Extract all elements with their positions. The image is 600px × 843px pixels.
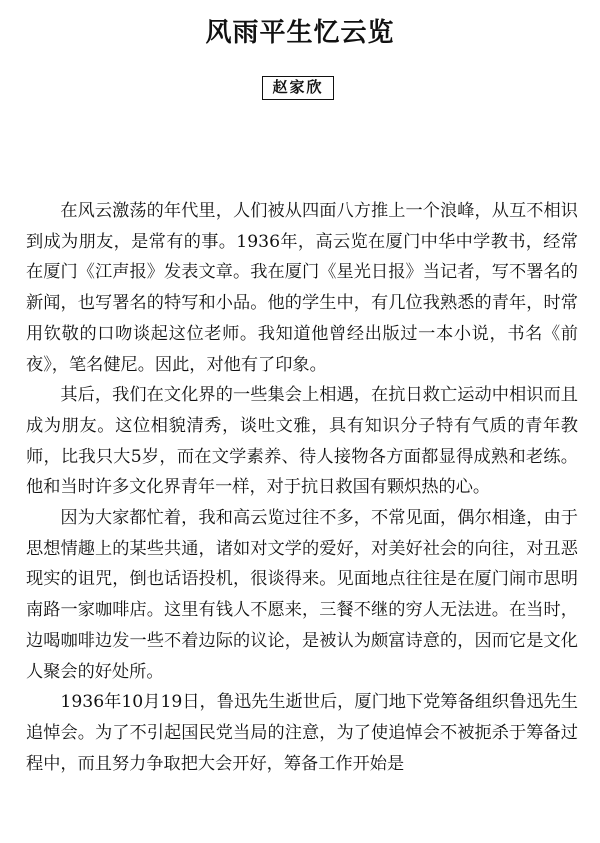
paragraph: 其后，我们在文化界的一些集会上相遇，在抗日救亡运动中相识而且成为朋友。这位相貌清秀，谈吐文雅，具有知识分子特有气质的青年教师，比我只大5岁，而在文学素养、待人接物各方面都显得成熟和老练。他和当时许多文化界青年一样，对于抗日救国有颗炽热的心。 <box>26 385 578 498</box>
paragraph: 1936年10月19日，鲁迅先生逝世后，厦门地下党筹备组织鲁迅先生追悼会。为了不引起国民党当局的注意，为了使追悼会不被扼杀于筹备过程中，而且努力争取把大会开好，筹备工作开始是 <box>26 692 578 774</box>
article-body <box>26 196 578 779</box>
page-title: 风雨平生忆云览 <box>205 18 395 48</box>
paragraph: 因为大家都忙着，我和高云览过往不多，不常见面，偶尔相逢，由于思想情趣上的某些共通，诸如对文学的爱好，对美好社会的向往，对丑恶现实的诅咒，倒也话语投机，很谈得来。见面地点往往是在厦门闹市思明南路一家咖啡店。这里有钱人不愿来，三餐不继的穷人无法进。在当时，边喝咖啡边发一些不着边际的议论，是被认为颇富诗意的，因而它是文化人聚会的好处所。 <box>26 508 578 682</box>
author-name: 赵家欣 <box>262 76 334 100</box>
paragraph: 在风云激荡的年代里，人们被从四面八方推上一个浪峰，从互不相识到成为朋友，是常有的事。1936年，高云览在厦门中华中学教书，经常在厦门《江声报》发表文章。我在厦门《星光日报》当记者，写不署名的新闻，也写署名的特写和小品。他的学生中，有几位我熟悉的青年，时常用钦敬的口吻谈起这位老师。我知道他曾经出版过一本小说，书名《前夜》，笔名健尼。因此，对他有了印象。 <box>26 201 578 375</box>
